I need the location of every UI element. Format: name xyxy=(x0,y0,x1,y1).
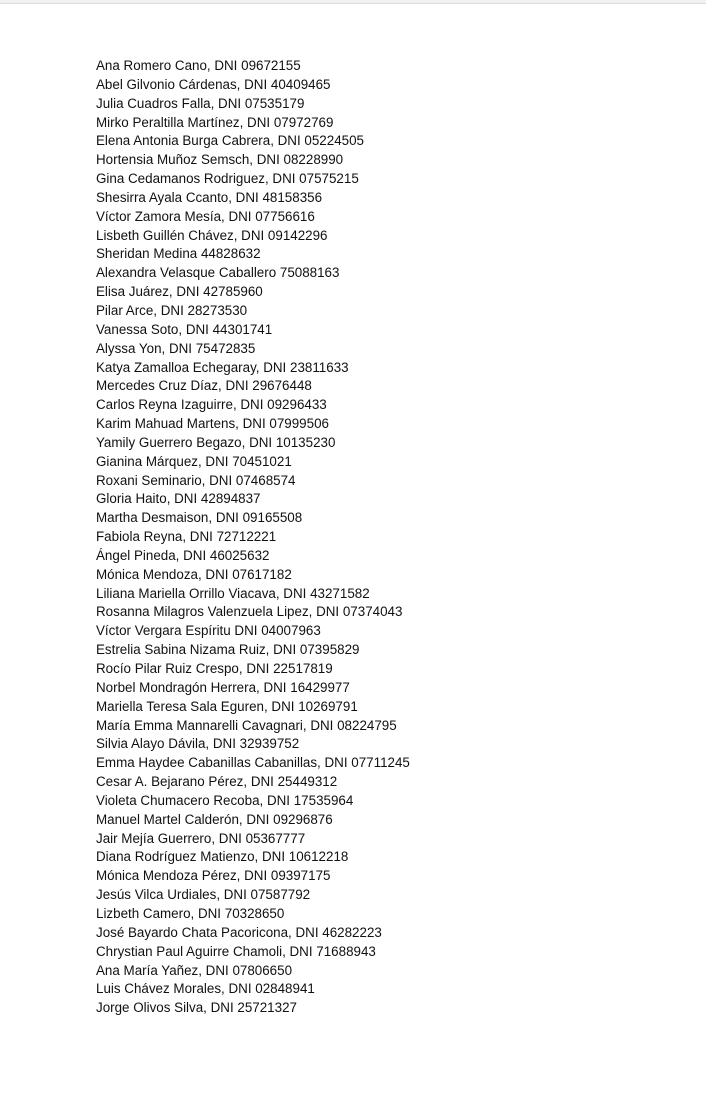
list-item: Ana Romero Cano, DNI 09672155 xyxy=(96,58,301,73)
list-item: Sheridan Medina 44828632 xyxy=(96,246,261,262)
list-item: Fabiola Reyna, DNI 72712221 xyxy=(96,529,277,545)
list-item: Mirko Peraltilla Martínez, DNI 07972769 xyxy=(96,114,334,130)
list-item: Norbel Mondragón Herrera, DNI 16429977 xyxy=(96,679,350,695)
list-item: Martha Desmaison, DNI 09165508 xyxy=(96,510,303,526)
list-item: Víctor Vergara Espíritu DNI 04007963 xyxy=(96,623,321,639)
list-item: Mónica Mendoza, DNI 07617182 xyxy=(96,566,292,582)
list-item: Rocío Pilar Ruiz Crespo, DNI 22517819 xyxy=(96,661,333,676)
list-item: Gianina Márquez, DNI 70451021 xyxy=(96,453,292,469)
list-item: Mercedes Cruz Díaz, DNI 29676448 xyxy=(96,378,312,394)
list-item: Jesús Vilca Urdiales, DNI 07587792 xyxy=(96,887,311,903)
list-item: Diana Rodríguez Matienzo, DNI 10612218 xyxy=(96,849,349,865)
list-item: Carlos Reyna Izaguirre, DNI 09296433 xyxy=(96,397,327,413)
list-item: Mónica Mendoza Pérez, DNI 09397175 xyxy=(96,868,331,884)
list-item: Ángel Pineda, DNI 46025632 xyxy=(96,547,270,563)
list-item: Elena Antonia Burga Cabrera, DNI 05224505 xyxy=(96,133,364,149)
list-item: Mariella Teresa Sala Eguren, DNI 10269791 xyxy=(96,698,358,714)
list-item: Vanessa Soto, DNI 44301741 xyxy=(96,321,273,337)
list-item: María Emma Mannarelli Cavagnari, DNI 08224795 xyxy=(96,717,397,733)
list-item: Chrystian Paul Aguirre Chamoli, DNI 71688943 xyxy=(96,943,376,959)
list-item: José Bayardo Chata Pacoricona, DNI 46282223 xyxy=(96,924,382,940)
list-item: Julia Cuadros Falla, DNI 07535179 xyxy=(96,95,305,111)
list-item: Yamily Guerrero Begazo, DNI 10135230 xyxy=(96,434,336,450)
list-item: Ana María Yañez, DNI 07806650 xyxy=(96,962,293,978)
list-item: Alyssa Yon, DNI 75472835 xyxy=(96,340,256,356)
list-item: Lizbeth Camero, DNI 70328650 xyxy=(96,905,285,921)
list-item: Gina Cedamanos Rodriguez, DNI 07575215 xyxy=(96,171,359,187)
list-item: Jair Mejía Guerrero, DNI 05367777 xyxy=(96,830,306,846)
list-item: Abel Gilvonio Cárdenas, DNI 40409465 xyxy=(96,76,331,92)
list-item: Emma Haydee Cabanillas Cabanillas, DNI 07711245 xyxy=(96,755,410,771)
signatory-list xyxy=(96,57,410,1018)
list-item: Silvia Alayo Dávila, DNI 32939752 xyxy=(96,736,300,752)
list-item: Estrelia Sabina Nizama Ruiz, DNI 07395829 xyxy=(96,642,360,658)
list-item: Alexandra Velasque Caballero 75088163 xyxy=(96,265,340,281)
list-item: Hortensia Muñoz Semsch, DNI 08228990 xyxy=(96,152,344,168)
list-item: Lisbeth Guillén Chávez, DNI 09142296 xyxy=(96,227,328,243)
list-item: Violeta Chumacero Recoba, DNI 17535964 xyxy=(96,792,354,808)
list-item: Shesirra Ayala Ccanto, DNI 48158356 xyxy=(96,189,323,205)
document-page xyxy=(0,3,706,1118)
list-item: Liliana Mariella Orrillo Viacava, DNI 43271582 xyxy=(96,585,370,601)
list-item: Katya Zamalloa Echegaray, DNI 23811633 xyxy=(96,359,349,375)
list-item: Gloria Haito, DNI 42894837 xyxy=(96,491,261,507)
list-item: Jorge Olivos Silva, DNI 25721327 xyxy=(96,1000,297,1016)
list-item: Elisa Juárez, DNI 42785960 xyxy=(96,284,263,300)
list-item: Luis Chávez Morales, DNI 02848941 xyxy=(96,981,315,997)
list-item: Karim Mahuad Martens, DNI 07999506 xyxy=(96,416,329,432)
list-item: Rosanna Milagros Valenzuela Lipez, DNI 07374043 xyxy=(96,604,403,620)
list-item: Manuel Martel Calderón, DNI 09296876 xyxy=(96,811,333,827)
list-item: Pilar Arce, DNI 28273530 xyxy=(96,302,248,318)
list-item: Cesar A. Bejarano Pérez, DNI 25449312 xyxy=(96,774,338,790)
list-item: Roxani Seminario, DNI 07468574 xyxy=(96,472,296,488)
list-item: Víctor Zamora Mesía, DNI 07756616 xyxy=(96,208,315,224)
